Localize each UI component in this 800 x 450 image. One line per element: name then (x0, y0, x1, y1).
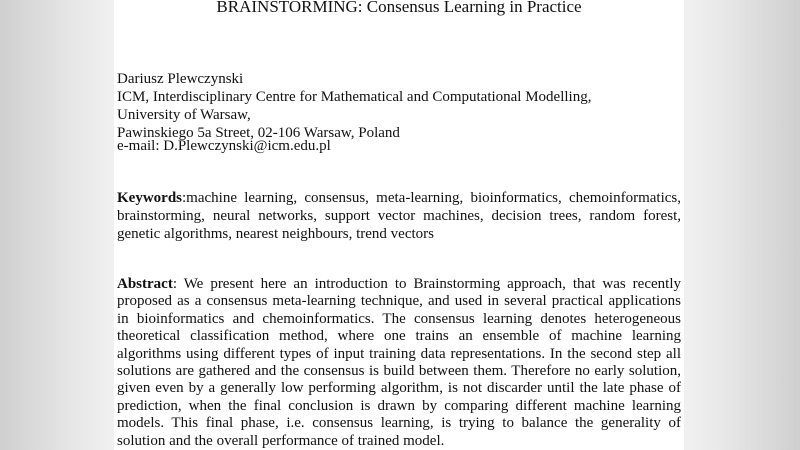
paper-title: BRAINSTORMING: Consensus Learning in Practice (216, 0, 582, 16)
abstract-text: : We present here an introduction to Brainstorming approach, that was recently (172, 276, 681, 292)
affiliation-line: Pawinskiego 5a Street, 02-106 Warsaw, Poland (117, 125, 400, 141)
author-email: e-mail: D.Plewczynski@icm.edu.pl (117, 138, 331, 154)
keywords-label: Keywords (117, 190, 182, 206)
abstract-line: algorithms using different types of input training data representations. In the second step all (117, 345, 681, 362)
abstract-line (117, 276, 681, 293)
abstract-line: solutions are gathered and the consensus is build between them. Therefore no early solution, (117, 363, 681, 379)
abstract-line: in bioinformatics and chemoinformatics. The consensus learning denotes heterogeneous (117, 310, 681, 327)
abstract-label: Abstract (117, 276, 173, 292)
abstract-line: prediction, when the final conclusion is drawn by comparing different machine learning (117, 397, 681, 414)
abstract-line: models. This final phase, i.e. consensus learning, is trying to balance the generality of (117, 415, 681, 432)
keywords-line (117, 190, 681, 207)
author-name: Dariusz Plewczynski (117, 71, 244, 87)
affiliation-line: University of Warsaw, (117, 107, 251, 123)
keywords-line: brainstorming, neural networks, support vector machines, decision trees, random forest, (117, 208, 681, 224)
abstract-line: solution and the overall performance of trained model. (117, 432, 445, 449)
keywords-text: :machine learning, consensus, meta-learning, bioinformatics, chemoinformatics, (182, 190, 681, 206)
document-page (114, 0, 684, 450)
abstract-line: theoretical classification method, where one trains an ensemble of machine learning (117, 328, 681, 345)
keywords-line: genetic algorithms, nearest neighbours, trend vectors (117, 226, 434, 242)
abstract-line: proposed as a consensus meta-learning technique, and used in several practical applications (117, 293, 681, 310)
affiliation-line: ICM, Interdisciplinary Centre for Mathematical and Computational Modelling, (117, 89, 592, 105)
abstract-line: given even by a generally low performing algorithm, is not discarder until the late phase of (117, 380, 681, 397)
